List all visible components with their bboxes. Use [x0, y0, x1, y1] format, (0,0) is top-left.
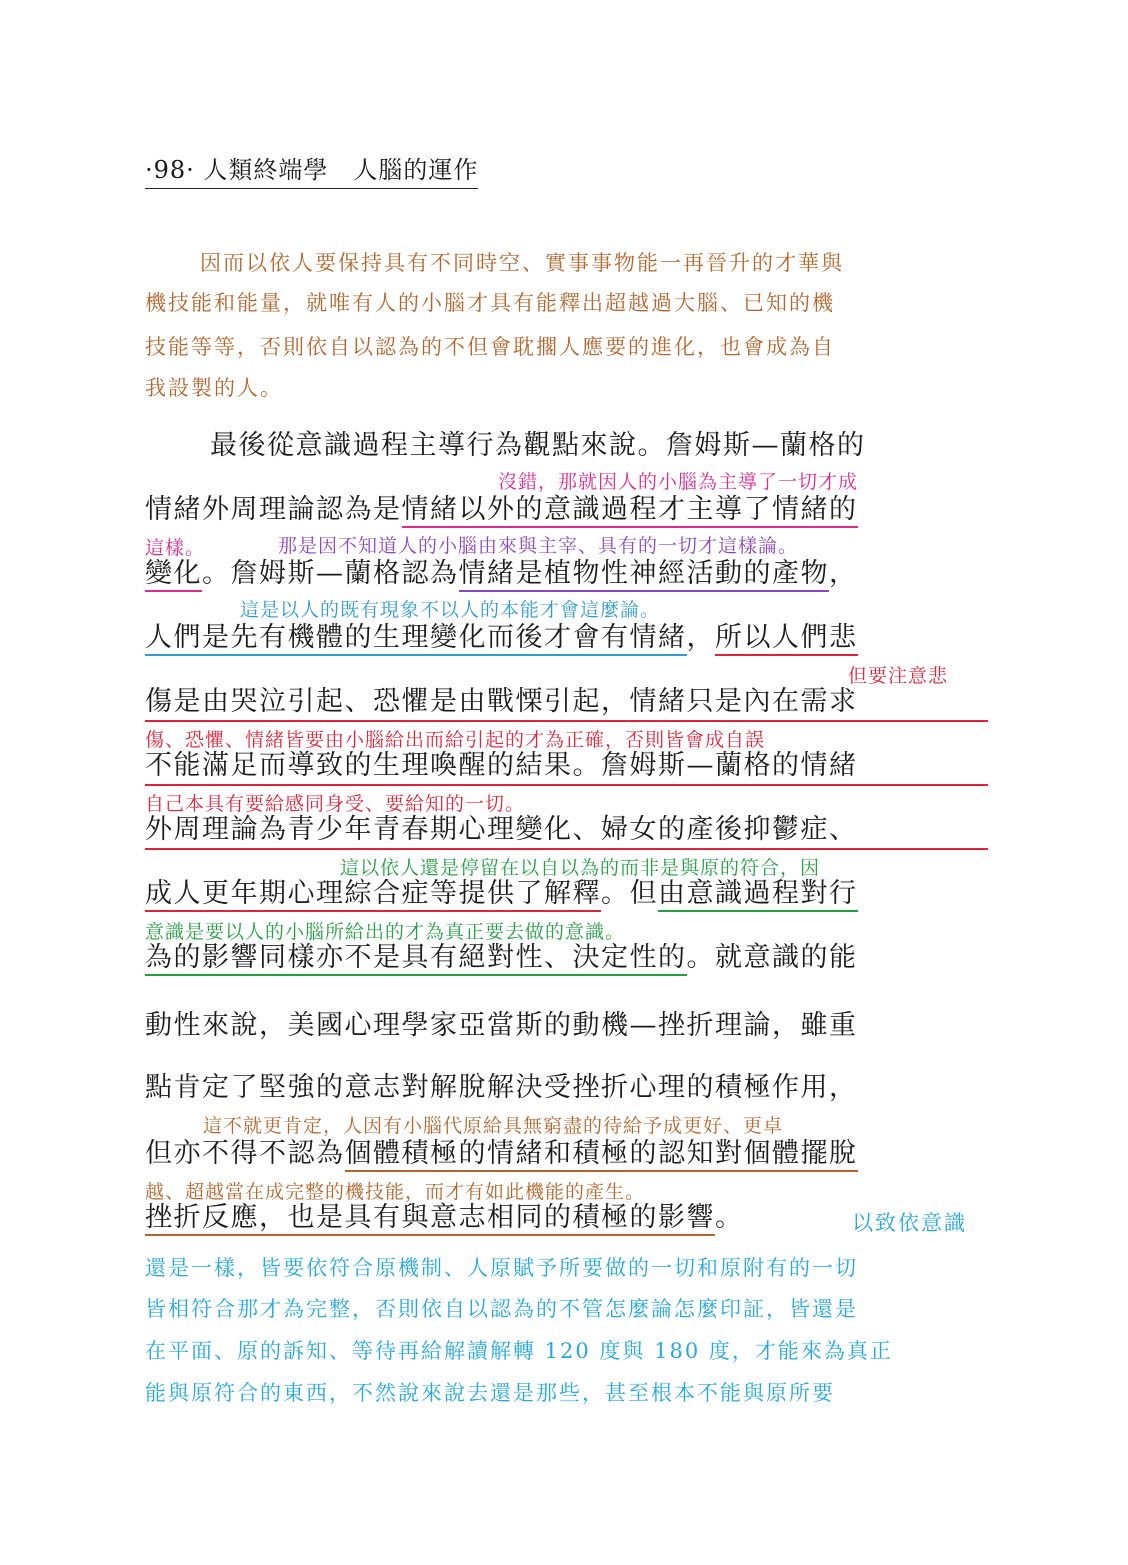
- body-line-3-d: ，: [829, 558, 858, 589]
- body-line-10: 動性來說，美國心理學家亞當斯的動機—挫折理論，雖重: [145, 1010, 858, 1041]
- body-line-13-b: 。: [715, 1202, 744, 1233]
- body-line-2-underlined: 情緒以外的意識過程才主導了情緒的: [402, 494, 858, 528]
- outro-line-1: 還是一樣，皆要依符合原機制、人原賦予所要做的一切和原附有的一切: [145, 1256, 858, 1280]
- intro-line-3: 技能等等，否則依自以認為的不但會耽擱人應要的進化，也會成為自: [145, 335, 835, 359]
- body-line-13-a: 挫折反應，也是具有與意志相同的積極的影響: [145, 1202, 715, 1236]
- body-line-3: [145, 556, 858, 592]
- annotation-2b: 那是因不知道人的小腦由來與主宰、具有的一切才這樣論。: [278, 535, 799, 557]
- body-line-9-a: 為的影響同樣亦不是具有絕對性、決定性的: [145, 942, 687, 976]
- outro-line-3: 在平面、原的訴知、等待再給解讀解轉 120 度與 180 度，才能來為真正: [145, 1339, 893, 1363]
- body-line-11: 點肯定了堅強的意志對解脫解決受挫折心理的積極作用，: [145, 1072, 858, 1103]
- intro-line-4: 我設製的人。: [145, 376, 283, 400]
- annotation-8: 意識是要以人的小腦所給出的才為真正要去做的意識。: [145, 921, 626, 943]
- outro-line-2: 皆相符合那才為完整，否則依自以認為的不管怎麼論怎麼印証，皆還是: [145, 1297, 858, 1321]
- annotation-3: 這是以人的既有現象不以人的本能才會這麼論。: [240, 599, 661, 621]
- annotation-6: 自己本具有要給感同身受、要給知的一切。: [145, 793, 526, 815]
- body-line-12-b: 個體積極的情緒和積極的認知對個體擺脫: [345, 1138, 858, 1172]
- body-line-8-c: 由意識過程對行: [658, 878, 858, 912]
- body-line-1: 最後從意識過程主導行為觀點來說。詹姆斯—蘭格的: [210, 430, 866, 461]
- annotation-7: 這以依人還是停留在以自以為的而非是與原的符合，因: [340, 857, 821, 879]
- body-line-4-a: 人們是先有機體的生理變化而後才會有情緒: [145, 622, 687, 656]
- annotation-12: 越、超越當在成完整的機技能，而才有如此機能的產生。: [145, 1181, 646, 1203]
- annotation-11: 這不就更肯定，人因有小腦代原給具無窮盡的待給予成更好、更卓: [203, 1115, 784, 1137]
- intro-line-1: 因而以依人要保持具有不同時空、實事事物能一再晉升的才華與: [200, 251, 844, 275]
- annotation-2a: 這樣。: [145, 537, 206, 559]
- body-line-5: 傷是由哭泣引起、恐懼是由戰慄引起，情緒只是內在需求: [145, 684, 988, 722]
- body-line-7: 外周理論為青少年青春期心理變化、婦女的產後抑鬱症、: [145, 812, 988, 850]
- page-header: ·98· 人類終端學 人腦的運作: [145, 150, 478, 189]
- annotation-4: 但要注意悲: [848, 665, 949, 687]
- body-line-8-b: 。但: [601, 878, 658, 909]
- body-line-13: [145, 1200, 744, 1236]
- intro-line-2: 機技能和能量，就唯有人的小腦才具有能釋出超越過大腦、已知的機: [145, 291, 835, 315]
- body-line-8-a: 成人更年期心理綜合症等提供了解釋: [145, 878, 601, 912]
- body-line-12: [145, 1136, 858, 1172]
- body-line-2-plain: 情緒外周理論認為是: [145, 494, 402, 525]
- body-line-6: 不能滿足而導致的生理喚醒的結果。詹姆斯—蘭格的情緒: [145, 748, 988, 786]
- annotation-13: 以致依意識: [852, 1211, 967, 1235]
- body-line-8: [145, 876, 858, 912]
- annotation-1: 沒錯，那就因人的小腦為主導了一切才成: [498, 471, 859, 493]
- outro-line-4: 能與原符合的東西，不然說來說去還是那些，甚至根本不能與原所要: [145, 1381, 835, 1405]
- body-line-2: [145, 492, 858, 528]
- body-line-3-a: 變化: [145, 558, 202, 592]
- body-line-3-b: 。詹姆斯—蘭格認為: [202, 558, 459, 589]
- body-line-4: [145, 620, 858, 656]
- body-line-4-b: ，: [686, 622, 715, 653]
- body-line-12-a: 但亦不得不認為: [145, 1138, 345, 1169]
- annotation-5: 傷、恐懼、情緒皆要由小腦給出而給引起的才為正確，否則皆會成自誤: [145, 729, 766, 751]
- body-line-3-c: 情緒是植物性神經活動的產物: [459, 558, 830, 592]
- body-line-9-b: 。就意識的能: [686, 942, 858, 973]
- body-line-9: [145, 940, 858, 976]
- body-line-4-c: 所以人們悲: [715, 622, 858, 656]
